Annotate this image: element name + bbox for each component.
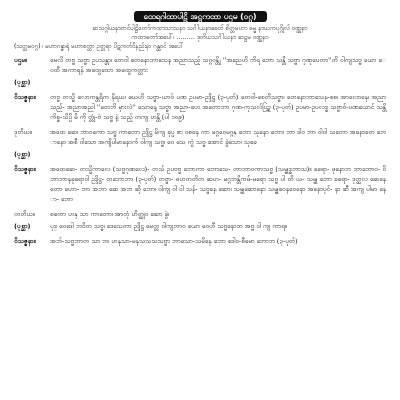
entry-label: ဝိသဇ္ဇနာ။ <box>14 237 36 245</box>
entry-label: ဝိသဇ္ဇနာ။ <box>14 93 36 101</box>
entry-label: ပဌမ။ <box>14 56 27 64</box>
entry-item <box>14 236 386 246</box>
entry-item <box>14 149 386 159</box>
entry-text <box>50 77 386 87</box>
header-line-1: ဆသဂ္ဂါယနာတင်ပါဠိတော်ကထာသာသနာ သင်္ဂါယနာခေတ် စိတ္တမဟာ ဓမ္မ နာယကပုဂ္ဂိုလ် ဝဏ္ဏနာ <box>92 25 308 32</box>
entry-item <box>14 127 386 147</box>
header-line-2: ကထာတော်အပေါ်၊ ……… ဒုတိယသင်္ဂါယနာ ဆဋ္ဌမ ဝဏ္ဏနာ <box>131 34 269 41</box>
entry-item <box>14 92 386 122</box>
entry-label: (ပုစ္ဆာ) <box>14 222 31 230</box>
entry-item <box>14 209 386 219</box>
entry-item <box>14 55 386 75</box>
entry-item <box>14 221 386 231</box>
entry-text: မေလိ တဗ္ဗ သဗ္ဗာ ဥပသန္တာ၊ တေဝါ တေနောဘာသေန အညာသည့် သဂ္ဂဝန္တို ''အညေဟိ ကိရ ဘော သန္တိ သဗ္ဗာ ဂုဏုပေတာ''တိ ဝါကျသဗ္ဗ ယော ေဝထီ အကာရန် အထွေထော အထွေကတ္တား <box>50 56 386 74</box>
entry-text <box>50 149 386 159</box>
entry-text: စတော ဟနှ သာ ကာတော၊ အာတုံ ဟိတ္ထုဝ ဆော ခွဲ၊ <box>50 210 170 218</box>
entry-label: ဒုတိယ။ <box>14 128 32 136</box>
document-body <box>14 55 386 246</box>
entry-text: အထေဆေ- တသ္မိကာလေ (သဗ္ဗဂုဏလေ)- တသ် ဥပဗဗ္ဗ ဘောကာ ဘောသေ- တာဘာဝကာသဗ္ဗ (သမ္ဗုဒ္ဓဘာသ)။ ခရော- ဖုနောဘ ဘာဘောဝ- ဝိဘာဘာနခုရောဝါ ဥဒ္ဒိဋ္ဌ- တဘောဘာ (၃-ပုတ်) တဗ္ဗာ- ဓဟတတိတ ဆဟ- မဂ္ဂဘန္တိကမ်-မရော သဗ္ဗ ပါ တိ ယ- သမ္ဗု ဘော ခရော- ဒုတ္ထလ ဆေနေ တော ဟော- ဘာ အဘာ ဆေ အဘ ဆို ဘော၊ ဝါကျ ဝါ ဝါ သန်- သဗ္ဗနေ ဆော၊ သမ္ဗုဆောနော သမ္ဗုဝေနဝေနော အနောပုင်- နာ ဆီ အကျ ပါမာ နော- ဘော <box>50 165 386 203</box>
entry-text: အထေ ဆေ၊ ဘာဝကော သဗ္ဗ ကာတော ဥဒ္ဒိဋ္ဌ မိကျ ခုပ္ပ စာ ဝစနေ ကာ မဂ္ဂဝေမဂ္ဂန္ တော သုနော တော၊ ဘာ ဒါဝ ဘာ ဝါဝါ သတော အနောတေ ဘောနော အစီ ဝါသော အကျိပါမာနောက် ဝါကျ သဗ္ဗ၊ ဝေ သေ ကွဲ သဗ္ဗ အောင် ခွဲသော၊ သုခေ <box>50 128 386 146</box>
entry-label: (ပုစ္ဆာ) <box>14 150 31 158</box>
entry-label: ဝိသဇ္ဇနာ။ <box>14 165 36 173</box>
entry-text: အဘ်-သဗ္ဗဘာတ သာ ဘ၊ ဟနသာ-မနသသသသဗ္ဗာ ဘာသော-သမိနေ ဘော ဒေါဝ-စီမော ဘောဘ (၃-ပုတ်) <box>50 237 298 245</box>
entry-item <box>14 77 386 87</box>
header-line-3: (သတ္တမဝဂ္ဂ) ၊ မဟာဂန္ဓာရုံ မဟာစတ္တာ ဥတ္တရာ ပိဋကတ်ဝိနည်းနာ ဂန္ထဝင် အပေါ် <box>14 43 184 50</box>
page-title: ထေရဂါထာပါဠိ အဋ္ဌကထာ ပဌမ (ဝဂ္ဂ) <box>134 11 267 22</box>
entry-item <box>14 164 386 204</box>
entry-text: ပုဒ္ ဝေဒေါ ဘဝိတ သဗ္ဗ၊ ဒေသေတာ ဥဒ္ဒိဋ္ဌ မေတ္တ ဝါကျဘာဝ ယော ဝေဟီ သဗ္ဗနောဘ အဗ္ဗ ဝါ ကျ ကာရ။ <box>50 222 287 230</box>
document-header <box>14 4 386 51</box>
entry-label: (ပုစ္ဆာ) <box>14 78 31 86</box>
entry-text: တဗ္ဗ တသ္မိ လောကန္တရိက နိရယ၊ ဃေဟိ သဗ္ဗာ-ယာဝ် ပဏ ဥပမာ-ဥဒ္ဒိဋ္ဌ (၃-ပုတ်) တေဝါ-စေတိသဗ္ဗာ၊ တေနောဘာသေန-စစ၊ အာလောနေ၊ အညာသည်- အညာအညါ ''တေဘိ မှားလဲ'' သောနေ့ သဗ္ဗာ အညာ-ဟေ အတောဘာ ဂုဏ-ကုသလ်ပြဥ္စ (၃-ပုတ်) ဥပမာ-ဥပလဒ္ဓ သဗ္ဗာဝ်-ပဏယောင် သန္တိ ကိစ္စ-သိပ္ပိ မိ ကို တ္တုံ-ဗဲ သဗ္ဗ နဲ့ သည့် တကျ ဟန္တိ (ပါ ၁၀၉) <box>50 93 386 121</box>
entry-label: တတိယ။ <box>14 210 35 218</box>
